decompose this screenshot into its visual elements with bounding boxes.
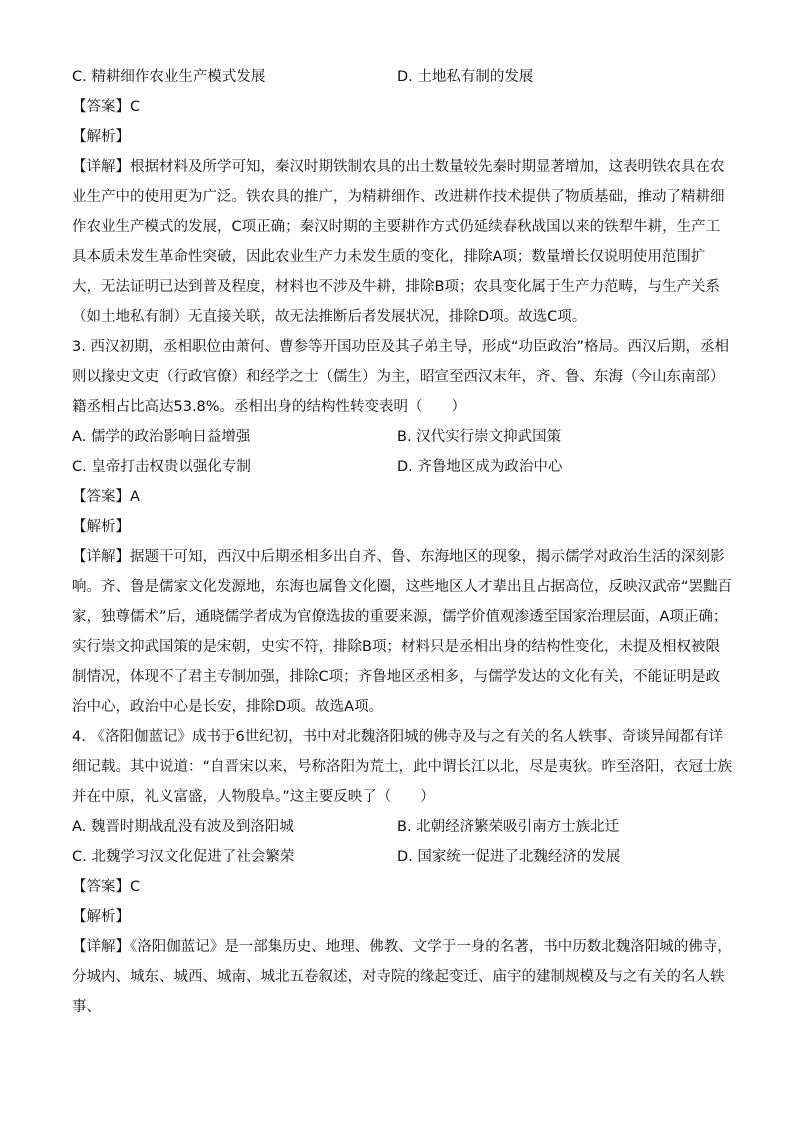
- q4-analysis-heading: 【解析】: [72, 909, 130, 925]
- q3-stem: 3. 西汉初期，丞相职位由萧何、曹参等开国功臣及其子弟主导，形成“功臣政治”格局。西汉后期，丞相则以掾史文吏（行政官僚）和经学之士（儒生）为主，昭宣至西汉末年，齐、鲁、东海（今山东南部）籍丞相占比高达53.8%。丞相出身的结构性转变表明（ ）: [72, 339, 729, 415]
- q2-answer: 【答案】C: [72, 99, 141, 115]
- q2-detail: 【详解】根据材料及所学可知，秦汉时期铁制农具的出土数量较先秦时期显著增加，这表明铁农具在农业生产中的使用更为广泛。铁农具的推广，为精耕细作、改进耕作技术提供了物质基础，推动了精耕细作农业生产模式的发展，C项正确；秦汉时期的主要耕作方式仍延续春秋战国以来的铁犁牛耕，生产工具本质未发生革命性突破，因此农业生产力未发生质的变化，排除A项；数量增长仅说明使用范围扩大，无法证明已达到普及程度，材料也不涉及牛耕，排除B项；农具变化属于生产力范畴，与生产关系（如土地私有制）无直接关联，故无法推断后者发展状况，排除D项。故选C项。: [72, 159, 725, 325]
- q3-option-c: C. 皇帝打击权贵以强化专制: [72, 459, 251, 475]
- q3-option-b: B. 汉代实行崇文抑武国策: [397, 429, 562, 445]
- q4-stem: 4. 《洛阳伽蓝记》成书于6世纪初，书中对北魏洛阳城的佛寺及与之有关的名人轶事、奇谈异闻都有详细记载。其中说道：“自晋宋以来，号称洛阳为荒土，此中谓长江以北，尽是夷狄。昨至洛阳，衣冠士族并在中原，礼义富盛，人物殷阜。”这主要反映了（ ）: [72, 729, 733, 805]
- q3-options-row-cd: [72, 452, 732, 482]
- q4-option-c: C. 北魏学习汉文化促进了社会繁荣: [72, 849, 295, 865]
- q2-analysis-heading: 【解析】: [72, 129, 130, 145]
- q4-option-d: D. 国家统一促进了北魏经济的发展: [397, 849, 621, 865]
- q2-option-d: D. 土地私有制的发展: [397, 69, 534, 85]
- q4-option-a: A. 魏晋时期战乱没有波及到洛阳城: [72, 819, 294, 835]
- q2-options-row-cd: [72, 62, 732, 92]
- q3-analysis-heading: 【解析】: [72, 519, 130, 535]
- q2-option-c: C. 精耕细作农业生产模式发展: [72, 69, 266, 85]
- q3-answer: 【答案】A: [72, 489, 140, 505]
- q4-answer: 【答案】C: [72, 879, 141, 895]
- q4-options-row-cd: [72, 842, 732, 872]
- document-body: [72, 62, 732, 1022]
- q4-detail: 【详解】《洛阳伽蓝记》是一部集历史、地理、佛教、文学于一身的名著，书中历数北魏洛阳城的佛寺，分城内、城东、城西、城南、城北五卷叙述，对寺院的缘起变迁、庙宇的建制规模及与之有关的名人轶事、: [72, 939, 732, 1015]
- q3-options-row-ab: [72, 422, 732, 452]
- q3-option-d: D. 齐鲁地区成为政治中心: [397, 459, 563, 475]
- q3-detail: 【详解】据题干可知，西汉中后期丞相多出自齐、鲁、东海地区的现象，揭示儒学对政治生活的深刻影响。齐、鲁是儒家文化发源地，东海也属鲁文化圈，这些地区人才辈出且占据高位，反映汉武帝“罢黜百家，独尊儒术”后，通晓儒学者成为官僚选拔的重要来源，儒学价值观渗透至国家治理层面，A项正确；实行崇文抑武国策的是宋朝，史实不符，排除B项；材料只是丞相出身的结构性变化，未提及相权被限制情况，体现不了君主专制加强，排除C项；齐鲁地区丞相多，与儒学发达的文化有关，不能证明是政治中心，政治中心是长安，排除D项。故选A项。: [72, 549, 733, 715]
- q4-options-row-ab: [72, 812, 732, 842]
- q3-option-a: A. 儒学的政治影响日益增强: [72, 429, 251, 445]
- q4-option-b: B. 北朝经济繁荣吸引南方士族北迁: [397, 819, 620, 835]
